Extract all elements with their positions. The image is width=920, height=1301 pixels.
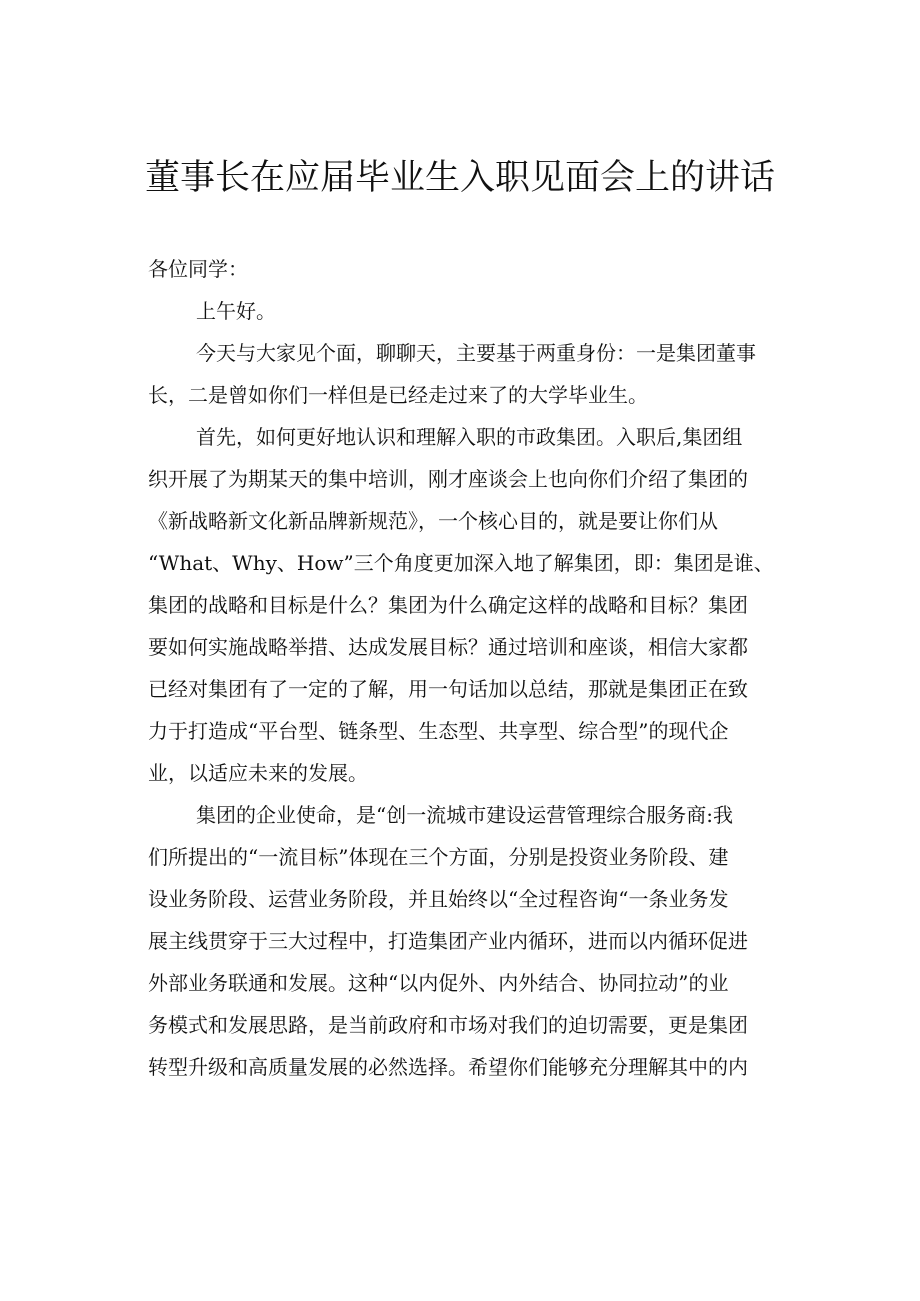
- body-line: “What、Why、How”三个角度更加深入地了解集团，即：集团是谁、: [148, 551, 774, 575]
- body-line: 集团的企业使命，是“创一流城市建设运营管理综合服务商:我: [196, 803, 733, 827]
- salutation: 各位同学：: [148, 257, 248, 281]
- body-line: 力于打造成“平台型、链条型、生态型、共享型、综合型”的现代企: [148, 719, 729, 743]
- body-line: 今天与大家见个面，聊聊天，主要基于两重身份：一是集团董事: [196, 341, 756, 365]
- body-line: 转型升级和高质量发展的必然选择。希望你们能够充分理解其中的内: [148, 1055, 748, 1079]
- body-line: 们所提出的“一流目标”体现在三个方面，分别是投资业务阶段、建: [148, 845, 729, 869]
- body-line: 外部业务联通和发展。这种“以内促外、内外结合、协同拉动”的业: [148, 971, 729, 995]
- body-line: 集团的战略和目标是什么？集团为什么确定这样的战略和目标？集团: [148, 593, 748, 617]
- body-lines: [148, 332, 806, 1088]
- body-line: 长，二是曾如你们一样但是已经走过来了的大学毕业生。: [148, 383, 648, 407]
- body-line: 设业务阶段、运营业务阶段，并且始终以“全过程咨询“一条业务发: [148, 887, 729, 911]
- body-line: 《新战略新文化新品牌新规范》，一个核心目的，就是要让你们从: [148, 509, 718, 533]
- body-line: 要如何实施战略举措、达成发展目标？通过培训和座谈，相信大家都: [148, 635, 748, 659]
- document-body: [148, 248, 806, 1088]
- body-line: 业，以适应未来的发展。: [148, 761, 368, 785]
- body-line: 务模式和发展思路，是当前政府和市场对我们的迫切需要，更是集团: [148, 1013, 748, 1037]
- body-line: 织开展了为期某天的集中培训，刚才座谈会上也向你们介绍了集团的: [148, 467, 748, 491]
- greeting: 上午好。: [196, 299, 276, 323]
- body-line: 首先，如何更好地认识和理解入职的市政集团。入职后,集团组: [196, 425, 743, 449]
- body-line: 展主线贯穿于三大过程中，打造集团产业内循环，进而以内循环促进: [148, 929, 748, 953]
- document-title: 董事长在应届毕业生入职见面会上的讲话: [144, 158, 775, 198]
- body-line: 已经对集团有了一定的了解，用一句话加以总结，那就是集团正在致: [148, 677, 748, 701]
